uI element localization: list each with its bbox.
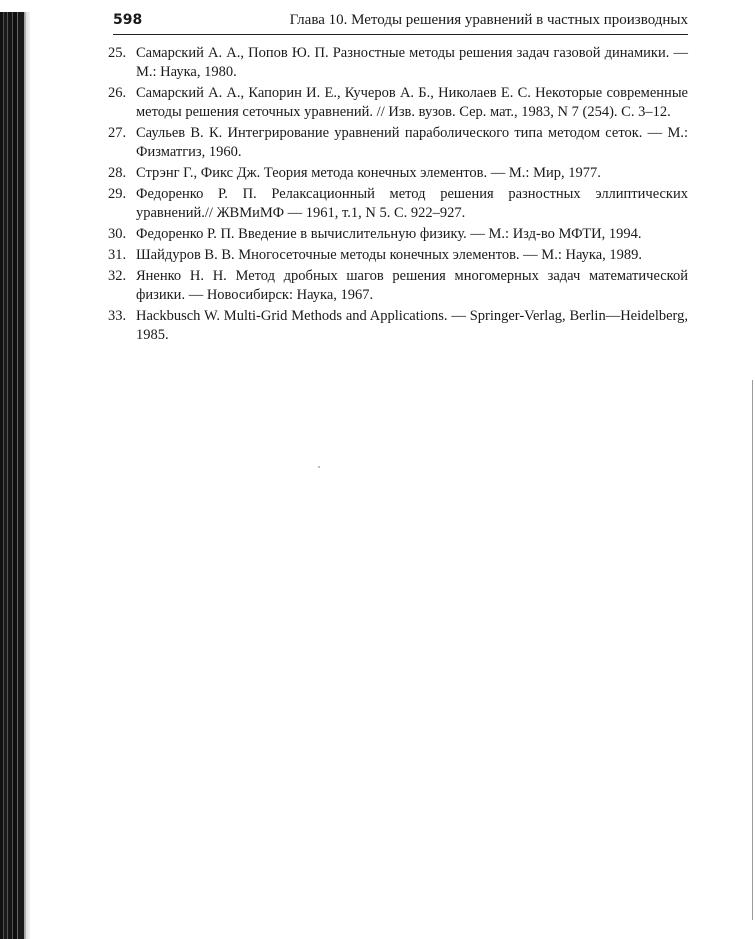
reference-item [108,225,688,244]
reference-number: 28. [108,165,127,181]
reference-text: Саульев В. К. Интегрирование уравнений параболического типа методом сеток. — М.: Физматгиз, 1960. [136,125,688,160]
reference-number: 32. [108,268,127,284]
reference-text: Шайдуров В. В. Многосеточные методы конечных элементов. — М.: Наука, 1989. [136,247,643,263]
reference-text: Федоренко Р. П. Введение в вычислительную физику. — М.: Изд-во МФТИ, 1994. [136,226,642,242]
running-head: Глава 10. Методы решения уравнений в частных производных [289,12,688,28]
reference-text: Стрэнг Г., Фикс Дж. Теория метода конечных элементов. — М.: Мир, 1977. [136,165,601,181]
scan-right-edge [752,380,753,920]
reference-item [108,44,688,82]
reference-text: Яненко Н. Н. Метод дробных шагов решения многомерных задач математической физики. — Новосибирск: Наука, 1967. [136,268,688,303]
reference-item [108,246,688,265]
reference-item [108,124,688,162]
reference-item [108,164,688,183]
reference-number: 30. [108,226,127,242]
reference-number: 27. [108,125,127,141]
reference-text: Самарский А. А., Капорин И. Е., Кучеров А. Б., Николаев Е. С. Некоторые современные методы решения сеточных уравнений. // Изв. вузов. Сер. мат., 1983, N 7 (254). С. 3–12. [136,85,688,120]
scan-binding-edge [0,12,30,939]
reference-text: Hackbusch W. Multi-Grid Methods and Applications. — Springer-Verlag, Berlin—Heidelberg, 1985. [136,308,688,343]
page-number: 598 [113,12,143,28]
scan-speck [318,466,320,468]
reference-item [108,185,688,223]
reference-number: 25. [108,45,127,61]
reference-number: 29. [108,186,127,202]
reference-item [108,307,688,345]
reference-text: Самарский А. А., Попов Ю. П. Разностные методы решения задач газовой динамики. — М.: Наука, 1980. [136,45,688,80]
reference-item [108,267,688,305]
reference-text: Федоренко Р. П. Релаксационный метод решения разностных эллиптических уравнений.// ЖВМиМФ — 1961, т.1, N 5. С. 922–927. [136,186,688,221]
reference-number: 31. [108,247,127,263]
reference-number: 26. [108,85,127,101]
page-header [113,8,688,35]
reference-item [108,84,688,122]
reference-number: 33. [108,308,127,324]
reference-list [108,44,688,347]
